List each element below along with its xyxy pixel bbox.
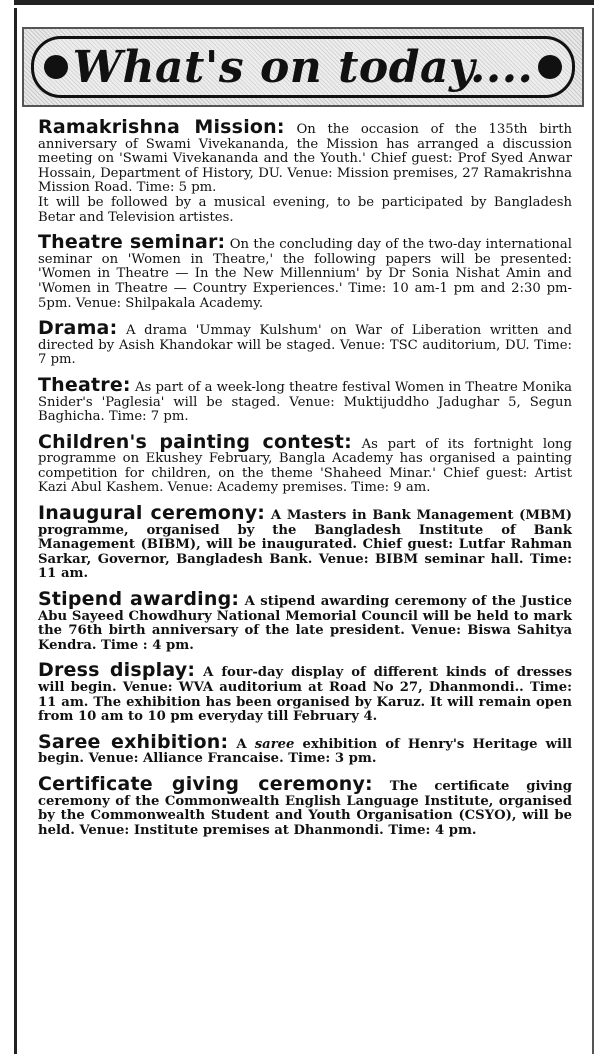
- listing-heading: Inaugural ceremony:: [38, 502, 266, 525]
- listing-heading: Ramakrishna Mission:: [38, 116, 285, 138]
- bullet-dot-right-icon: [538, 55, 562, 79]
- listing-body: The certificate giving ceremony of the Commonwealth English Language Institute, organised by the Commonwealth Student and Youth Organisation (CSYO), will be held. Venue: Institute premises at Dhanmondi. Time: 4 pm.: [38, 778, 572, 838]
- header-pill: [31, 36, 575, 98]
- listing-heading: Theatre seminar:: [38, 231, 226, 254]
- listing-heading: Drama:: [38, 317, 118, 340]
- listings: [38, 116, 572, 848]
- listing-body: A stipend awarding ceremony of the Justice Abu Sayeed Chowdhury National Memorial Council will be held to mark the 76th birth anniversary of the late president. Venue: Biswa Sahitya Kendra. Time : 4 pm.: [38, 594, 572, 653]
- listing-body: A drama 'Ummay Kulshum' on War of Liberation written and directed by Asish Khandokar will be staged. Venue: TSC auditorium, DU. Time: 7 pm.: [38, 323, 572, 368]
- listing-body: A four-day display of different kinds of dresses will begin. Venue: WVA auditorium at Road No 27, Dhanmondi.. Time: 11 am. The exhibition has been organised by Karuz. It will remain open from 10 am to 10 pm everyday till February 4.: [38, 665, 572, 725]
- listing-certificate-giving-ceremony: [38, 772, 572, 838]
- listing-body: As part of its fortnight long programme on Ekushey February, Bangla Academy has organised a painting competition for children, on the theme 'Shaheed Minar.' Chief guest: Artist Kazi Abul Kashem. Venue: Academy premises. Time: 9 am.: [38, 436, 572, 496]
- listing-body-pre: A: [228, 736, 255, 752]
- listing-drama: [38, 317, 572, 368]
- listing-body: As part of a week-long theatre festival Women in Theatre Monika Snider's 'Paglesia' will be staged. Venue: Muktijuddho Jadughar 5, Segun Baghicha. Time: 7 pm.: [38, 379, 572, 425]
- bullet-dot-left-icon: [44, 55, 68, 79]
- listing-body: On the concluding day of the two-day international seminar on 'Women in Theatre,' the following papers will be presented: 'Women in Theatre — In the New Millennium' by Dr Sonia Nishat Amin and 'Women in Theatre — Country Experiences.' Time: 10 am-1 pm and 2:30 pm-5pm. Venue: Shilpakala Academy.: [38, 237, 572, 311]
- listing-theatre-seminar: [38, 231, 572, 311]
- listing-ramakrishna-mission: [38, 116, 572, 225]
- listing-body-continued: It will be followed by a musical evening, to be participated by Bangladesh Betar and Television artistes.: [38, 194, 572, 225]
- listing-heading: Stipend awarding:: [38, 588, 240, 611]
- listing-dress-display: [38, 659, 572, 725]
- listing-childrens-painting-contest: [38, 430, 572, 496]
- listing-theatre: [38, 373, 572, 425]
- listing-body-italic: saree: [254, 736, 295, 752]
- listing-inaugural-ceremony: [38, 502, 572, 582]
- listing-body: A Masters in Bank Management (MBM) programme, organised by the Bangladesh Institute of Bank Management (BIBM), will be inaugurated. Chief guest: Lutfar Rahman Sarkar, Governor, Bangladesh Bank. Venue: BIBM seminar hall. Time: 11 am.: [38, 508, 572, 582]
- header-banner: [22, 27, 584, 107]
- page-title: What's on today....: [72, 41, 534, 93]
- listing-heading: Children's painting contest:: [38, 430, 352, 453]
- listing-body: On the occasion of the 135th birth anniversary of Swami Vivekananda, the Mission has arranged a discussion meeting on 'Swami Vivekananda and the Youth.' Chief guest: Prof Syed Anwar Hossain, Department of History, DU. Venue: Mission premises, 27 Ramakrishna Mission Road. Time: 5 pm.: [38, 122, 572, 196]
- listing-heading: Dress display:: [38, 659, 196, 682]
- listing-heading: Certificate giving ceremony:: [38, 772, 373, 795]
- listing-heading: Theatre:: [38, 373, 131, 396]
- top-rule: [14, 0, 594, 5]
- listing-stipend-awarding: [38, 588, 572, 653]
- listing-body: exhibition of Henry's Heritage will begin. Venue: Alliance Francaise. Time: 3 pm.: [38, 736, 572, 767]
- listing-heading: Saree exhibition:: [38, 730, 229, 753]
- listing-saree-exhibition: [38, 730, 572, 767]
